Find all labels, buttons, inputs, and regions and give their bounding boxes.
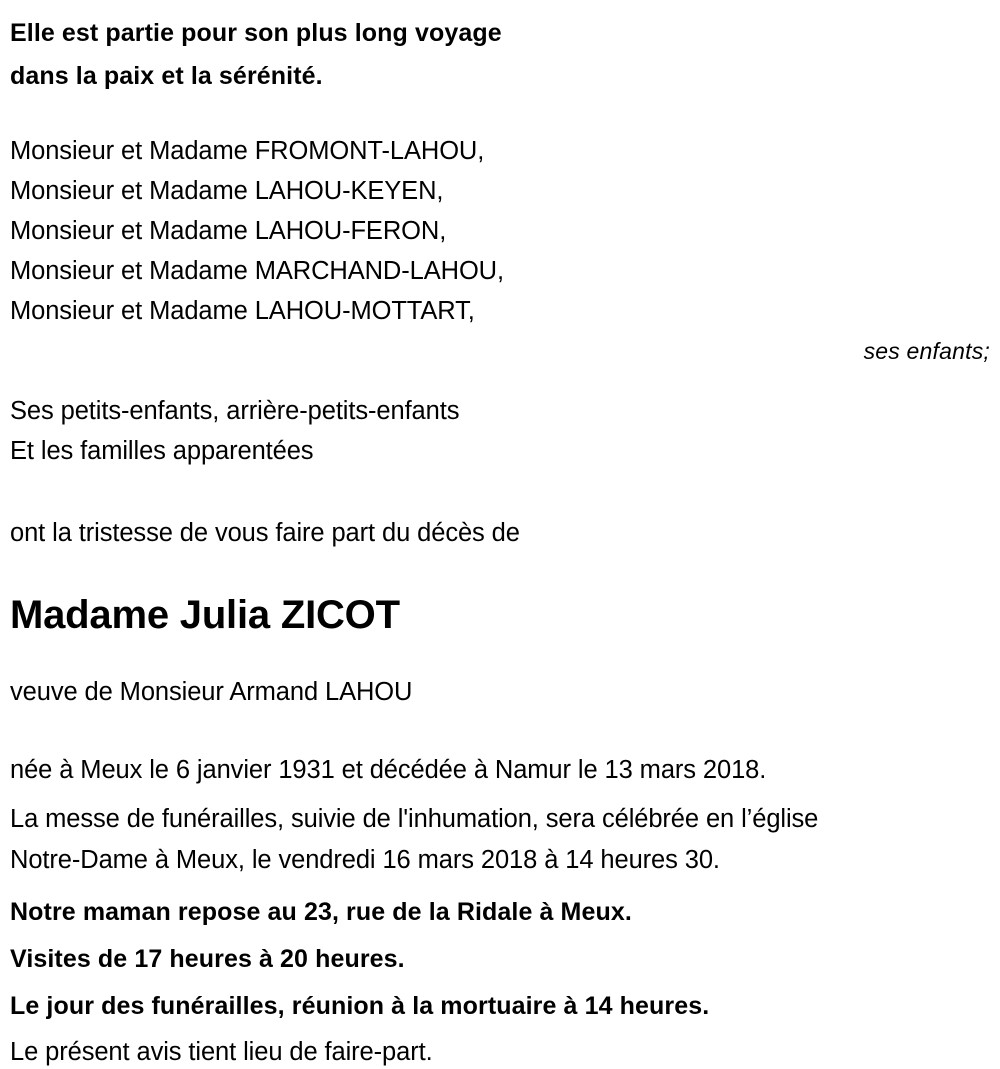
intro-verse xyxy=(10,0,990,98)
deceased-name: Madame Julia ZICOT xyxy=(10,593,400,637)
grandchildren-line: Ses petits-enfants, arrière-petits-enfants xyxy=(10,397,460,425)
intro-line-2: dans la paix et la sérénité. xyxy=(10,62,323,90)
arrangements-block xyxy=(10,881,990,1030)
family-member-5: Monsieur et Madame LAHOU-MOTTART, xyxy=(10,297,475,325)
role-caption-row xyxy=(10,331,990,371)
family-member-3: Monsieur et Madame LAHOU-FERON, xyxy=(10,217,447,245)
service-line-2: Notre-Dame à Meux, le vendredi 16 mars 2018 à 14 heures 30. xyxy=(10,846,720,874)
family-member-2: Monsieur et Madame LAHOU-KEYEN, xyxy=(10,177,444,205)
spouse-block xyxy=(10,639,990,712)
visiting-hours-line: Visites de 17 heures à 20 heures. xyxy=(10,945,405,973)
gathering-line: Le jour des funérailles, réunion à la mortuaire à 14 heures. xyxy=(10,992,710,1020)
life-dates-block xyxy=(10,712,990,790)
family-members-list xyxy=(10,98,990,371)
funeral-service-block xyxy=(10,790,990,881)
closing-block xyxy=(10,1030,990,1069)
intro-line-1: Elle est partie pour son plus long voyage xyxy=(10,19,502,47)
spouse-line: veuve de Monsieur Armand LAHOU xyxy=(10,678,413,706)
deceased-name-block xyxy=(10,553,990,639)
repose-location-line: Notre maman repose au 23, rue de la Ridale à Meux. xyxy=(10,898,632,926)
life-dates-line: née à Meux le 6 janvier 1931 et décédée à Namur le 13 mars 2018. xyxy=(10,756,767,784)
extended-family-line: Et les familles apparentées xyxy=(10,437,314,465)
family-member-1: Monsieur et Madame FROMONT-LAHOU, xyxy=(10,137,485,165)
announcement-block xyxy=(10,471,990,553)
family-member-4: Monsieur et Madame MARCHAND-LAHOU, xyxy=(10,257,504,285)
closing-note: Le présent avis tient lieu de faire-part. xyxy=(10,1038,433,1066)
announcement-text: ont la tristesse de vous faire part du décès de xyxy=(10,519,520,547)
service-line-1: La messe de funérailles, suivie de l'inhumation, sera célébrée en l’église xyxy=(10,805,819,833)
relatives-block xyxy=(10,371,990,471)
children-role-caption: ses enfants; xyxy=(863,338,990,364)
